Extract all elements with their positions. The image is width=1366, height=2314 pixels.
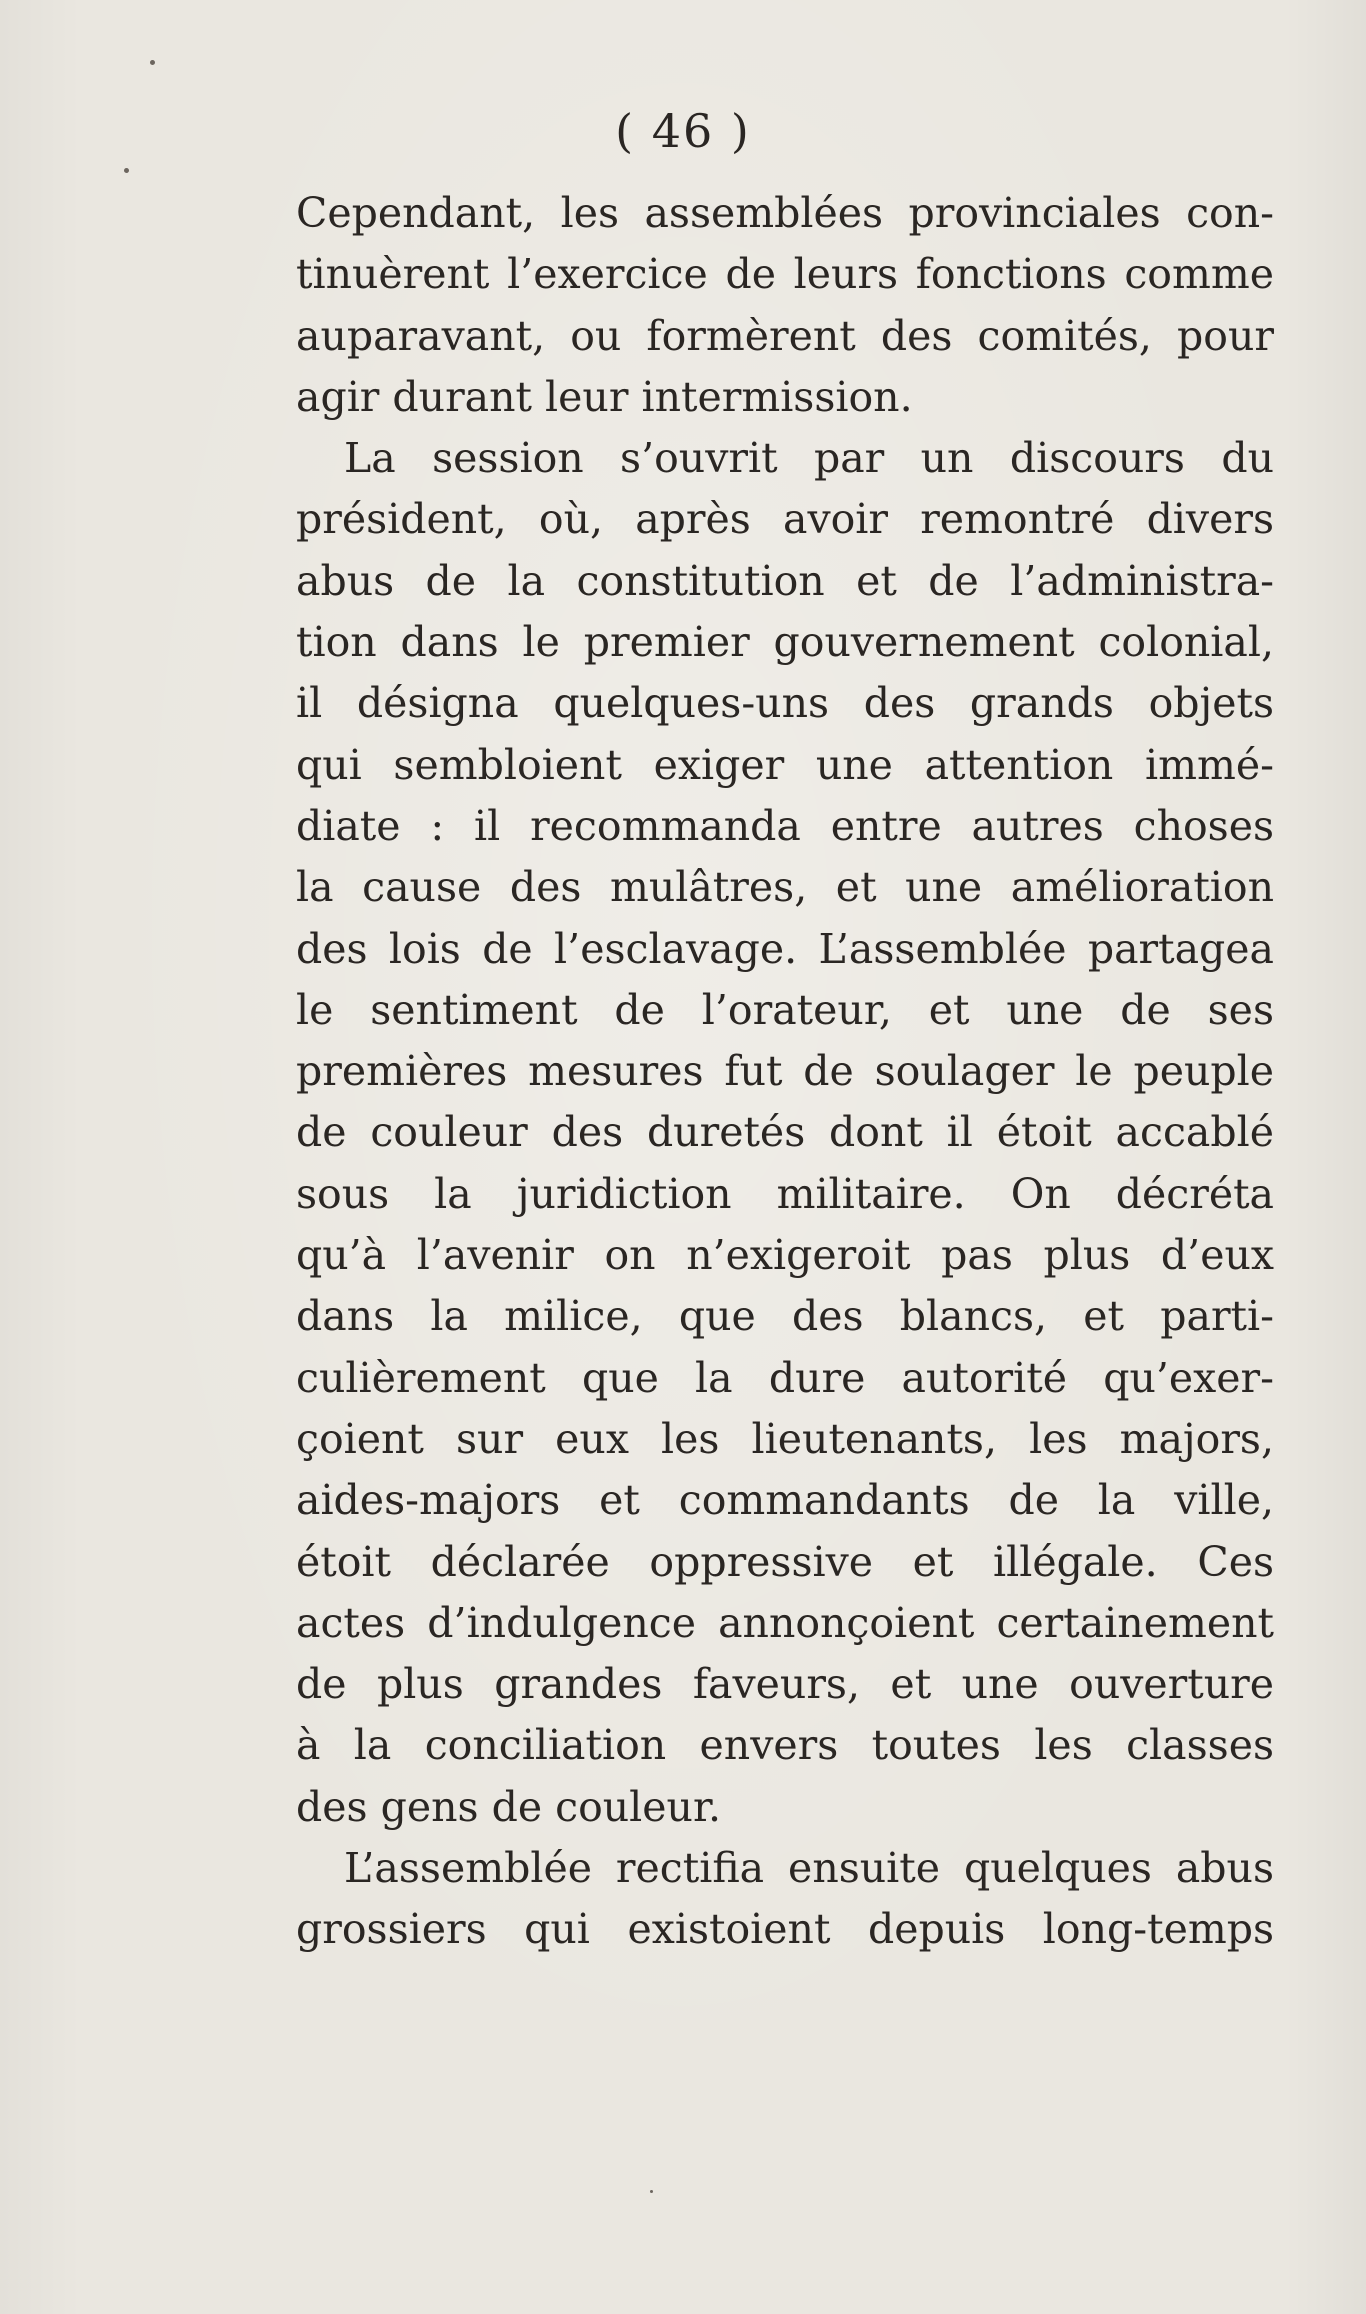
text-line: président, où, après avoir remontré divers — [296, 495, 1274, 544]
text-line: culièrement que la dure autorité qu’exer- — [296, 1353, 1274, 1402]
text-line: des lois de l’esclavage. L’assemblée partagea — [296, 924, 1274, 973]
text-line: agir durant leur intermission. — [296, 372, 913, 421]
paper-speck — [150, 60, 155, 65]
text-line: premières mesures fut de soulager le peuple — [296, 1047, 1274, 1096]
text-line: çoient sur eux les lieutenants, les majors, — [296, 1414, 1274, 1463]
text-line: qui sembloient exiger une attention immé- — [296, 740, 1274, 789]
body-text — [296, 183, 1274, 1961]
text-line: Cependant, les assemblées provinciales con- — [296, 189, 1274, 237]
text-line: qu’à l’avenir on n’exigeroit pas plus d’eux — [296, 1231, 1274, 1280]
text-line: le sentiment de l’orateur, et une de ses — [296, 985, 1274, 1034]
text-line: la cause des mulâtres, et une amélioration — [296, 863, 1274, 912]
text-line: il désigna quelques-uns des grands objets — [296, 679, 1274, 728]
text-line: de plus grandes faveurs, et une ouverture — [296, 1660, 1274, 1709]
text-line: sous la juridiction militaire. On décréta — [296, 1169, 1274, 1218]
text-line: diate : il recommanda entre autres choses — [296, 801, 1274, 850]
text-line: L’assemblée rectifia ensuite quelques abus — [344, 1844, 1274, 1893]
paper-speck — [650, 2190, 653, 2193]
text-line: dans la milice, que des blancs, et parti- — [296, 1292, 1274, 1341]
paper-speck — [124, 168, 129, 173]
text-line: actes d’indulgence annonçoient certainement — [296, 1598, 1274, 1647]
text-line: La session s’ouvrit par un discours du — [344, 434, 1274, 483]
text-line: aides-majors et commandants de la ville, — [296, 1476, 1274, 1525]
text-line: à la conciliation envers toutes les classes — [296, 1721, 1274, 1770]
text-line: grossiers qui existoient depuis long-temps — [296, 1905, 1274, 1954]
text-line: tinuèrent l’exercice de leurs fonctions comme — [296, 250, 1274, 299]
text-line: tion dans le premier gouvernement colonial, — [296, 618, 1274, 667]
text-line: abus de la constitution et de l’administra- — [296, 556, 1274, 605]
text-line: auparavant, ou formèrent des comités, pour — [296, 311, 1274, 360]
text-line: de couleur des duretés dont il étoit accablé — [296, 1108, 1274, 1157]
text-line: étoit déclarée oppressive et illégale. Ces — [296, 1537, 1274, 1586]
text-line: des gens de couleur. — [296, 1782, 722, 1831]
page-number: ( 46 ) — [615, 104, 751, 158]
